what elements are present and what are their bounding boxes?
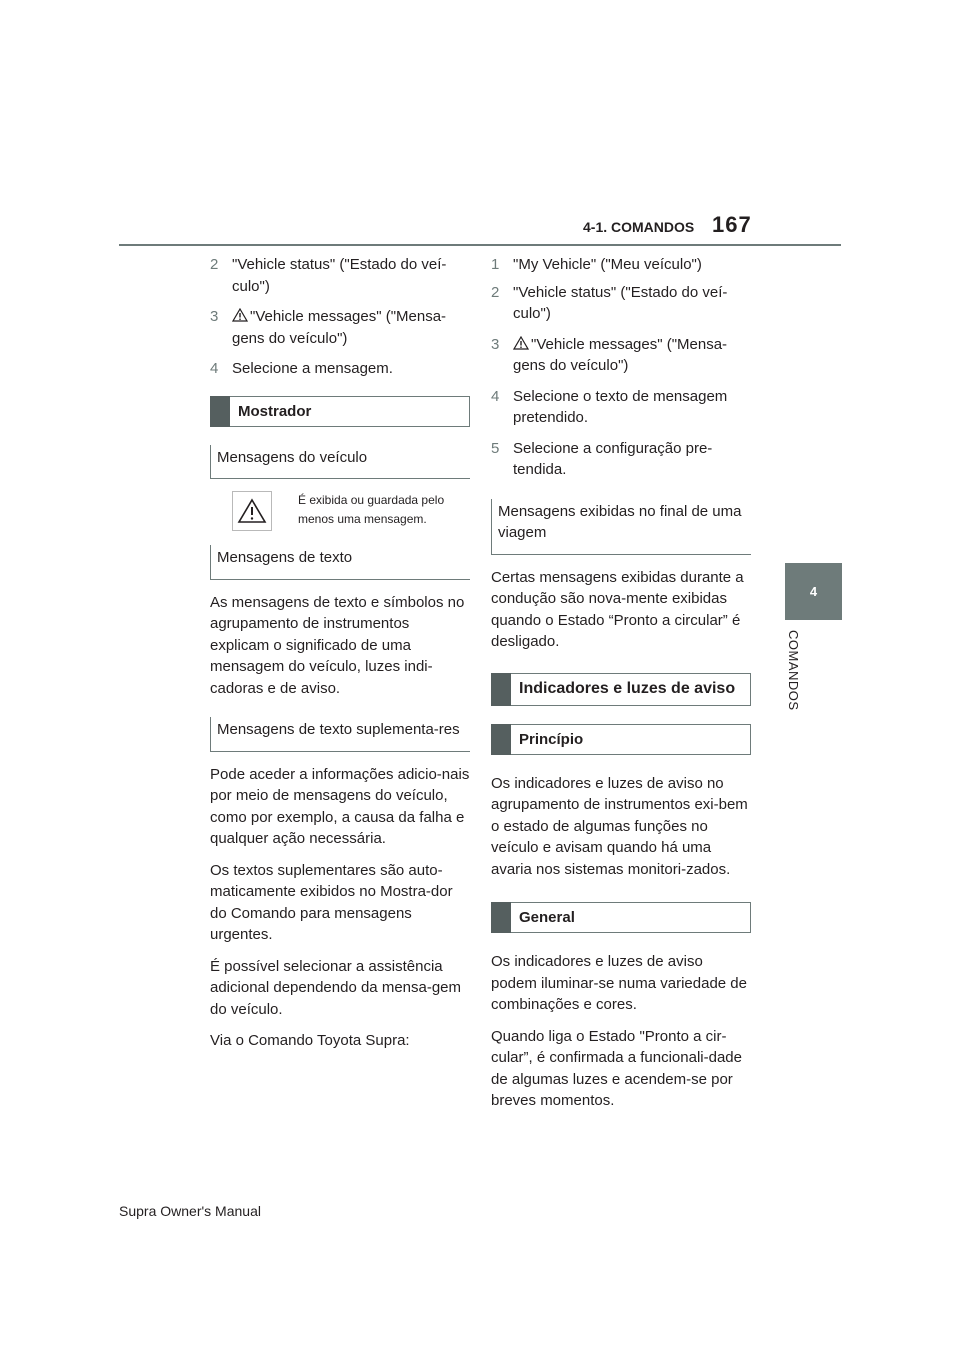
subheading-end-of-trip: Mensagens exibidas no final de uma viagem (491, 499, 751, 555)
symbol-box (232, 491, 272, 531)
step-item: 4 Selecione a mensagem. (210, 360, 393, 377)
step-item: 4 Selecione o texto de mensagem pretendido. (491, 387, 728, 426)
paragraph: Os indicadores e luzes de aviso no agrupamento de instrumentos exi-bem o estado de algumas funções no veículo e avisam quando há uma avaria nos sistemas monitori-zados. (491, 774, 748, 878)
heading-principle: Princípio (491, 724, 751, 755)
paragraph: Quando liga o Estado "Pronto a cir-cular”, é confirmada a funcionali-dade de algumas luzes e acendem-se por breves momentos. (491, 1027, 742, 1109)
right-column (491, 254, 751, 1122)
warning-triangle-icon (237, 498, 267, 524)
step-item: 3 "Vehicle messages" ("Mensa-gens do veículo") (210, 308, 447, 347)
heading-indicators: Indicadores e luzes de aviso (491, 673, 751, 706)
symbol-description: É exibida ou guardada pelo menos uma mensagem. (298, 493, 445, 526)
heading-display: Mostrador (210, 396, 470, 427)
paragraph: Os indicadores e luzes de aviso podem iluminar-se numa variedade de combinações e cores. (491, 953, 747, 1013)
warning-triangle-icon (232, 308, 248, 322)
warning-triangle-icon (513, 336, 529, 350)
subheading-supplementary-messages: Mensagens de texto suplementa-res (210, 717, 470, 752)
left-column (210, 254, 470, 1062)
header-rule (119, 244, 841, 246)
step-item: 5 Selecione a configuração pre-tendida. (491, 439, 713, 478)
chapter-tab: 4 (785, 563, 842, 620)
step-item: 2 "Vehicle status" ("Estado do veí-culo") (491, 283, 728, 322)
footer-text: Supra Owner's Manual (119, 1203, 261, 1219)
paragraph: Pode aceder a informações adicio-nais por meio de mensagens do veículo, como por exemplo, a causa da falha e qualquer ação necessária. (210, 765, 470, 847)
subheading-vehicle-messages: Mensagens do veículo (210, 445, 470, 480)
heading-general: General (491, 902, 751, 933)
symbol-row (232, 491, 470, 531)
page-number: 167 (712, 212, 752, 237)
step-item: 3 "Vehicle messages" ("Mensa-gens do veículo") (491, 335, 728, 374)
subheading-text-messages: Mensagens de texto (210, 545, 470, 580)
step-item: 1 "My Vehicle" ("Meu veículo") (491, 256, 702, 273)
paragraph: Os textos suplementares são auto-maticamente exibidos no Mostra-dor do Comando para mensagens urgentes. (210, 861, 453, 943)
paragraph: Certas mensagens exibidas durante a condução são nova-mente exibidas quando o Estado “Pronto a circular” é desligado. (491, 568, 744, 650)
section-title: 4-1. COMANDOS (583, 219, 695, 235)
paragraph: É possível selecionar a assistência adicional dependendo da mensa-gem do veículo. (210, 957, 462, 1018)
chapter-side-label: COMANDOS (786, 630, 801, 711)
step-item: 2 "Vehicle status" ("Estado do veí-culo") (210, 256, 447, 295)
paragraph: As mensagens de texto e símbolos no agrupamento de instrumentos explicam o significado de uma mensagem do veículo, luzes indi-cadoras e de aviso. (210, 593, 465, 697)
paragraph: Via o Comando Toyota Supra: (210, 1032, 410, 1049)
